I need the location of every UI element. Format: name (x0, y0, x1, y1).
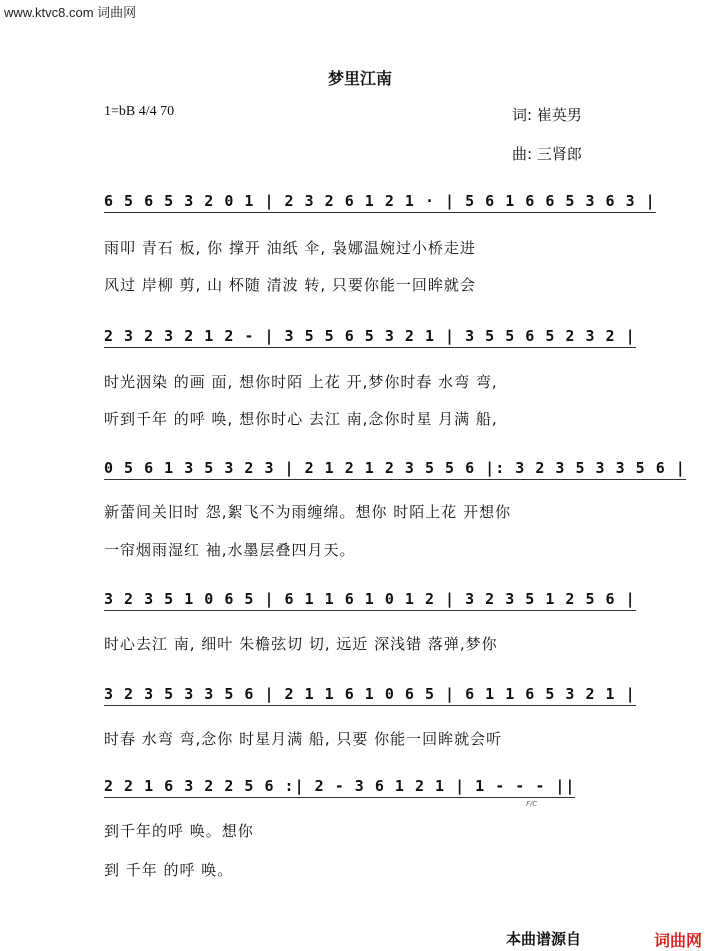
lyric-line-3-verse-1: 新蕾间关旧时 怨,絮飞不为雨缠绵。想你 时陌上花 开想你 (104, 503, 512, 521)
notation-line-6: 2 2 1 6 3 2 2 5 6 :| 2 - 3 6 1 2 1 | 1 - - - || (104, 777, 575, 798)
lyric-line-2-verse-2: 听到千年 的呼 唤, 想你时心 去江 南,念你时星 月满 船, (104, 410, 498, 428)
lyric-line-5: 时春 水弯 弯,念你 时星月满 船, 只要 你能一回眸就会听 (104, 730, 503, 748)
notation-line-3: 0 5 6 1 3 5 3 2 3 | 2 1 2 1 2 3 5 5 6 |: 3 2 3 5 3 3 5 6 | (104, 459, 686, 480)
song-title: 梦里江南 (327, 69, 392, 88)
notation-line-5: 3 2 3 5 3 3 5 6 | 2 1 1 6 1 0 6 5 | 6 1 1 6 5 3 2 1 | (104, 685, 636, 706)
lyric-line-6-verse-1: 到千年的呼 唤。想你 (104, 822, 254, 840)
notation-line-1: 6 5 6 5 3 2 0 1 | 2 3 2 6 1 2 1 · | 5 6 1 6 6 5 3 6 3 | (104, 192, 656, 213)
lyric-line-6-verse-2: 到 千年 的呼 唤。 (104, 861, 234, 879)
lyric-line-4: 时心去江 南, 细叶 朱檐弦切 切, 远近 深浅错 落弹,梦你 (104, 635, 498, 653)
site-logo-watermark: 词曲网 (654, 931, 703, 950)
lyricist-credit: 词: 崔英男 (512, 106, 582, 124)
lyric-line-3-verse-2: 一帘烟雨湿红 袖,水墨层叠四月天。 (104, 541, 356, 559)
notation-line-2: 2 3 2 3 2 1 2 - | 3 5 5 6 5 3 2 1 | 3 5 5 6 5 2 3 2 | (104, 327, 636, 348)
lyric-line-2-verse-1: 时光洇染 的画 面, 想你时陌 上花 开,梦你时春 水弯 弯, (104, 373, 498, 391)
notation-line-4: 3 2 3 5 1 0 6 5 | 6 1 1 6 1 0 1 2 | 3 2 3 5 1 2 5 6 | (104, 590, 636, 611)
source-label: 本曲谱源自 (506, 930, 582, 948)
composer-credit: 曲: 三肾郎 (512, 145, 582, 163)
lyric-line-1-verse-2: 风过 岸柳 剪, 山 杯随 清波 转, 只要你能一回眸就会 (104, 276, 476, 294)
key-tempo: 1=bB 4/4 70 (104, 104, 175, 119)
fc-mark: F/C (526, 800, 538, 808)
site-watermark: www.ktvc8.com 词曲网 (4, 5, 137, 20)
lyric-line-1-verse-1: 雨叩 青石 板, 你 撑开 油纸 伞, 袅娜温婉过小桥走进 (104, 239, 476, 257)
